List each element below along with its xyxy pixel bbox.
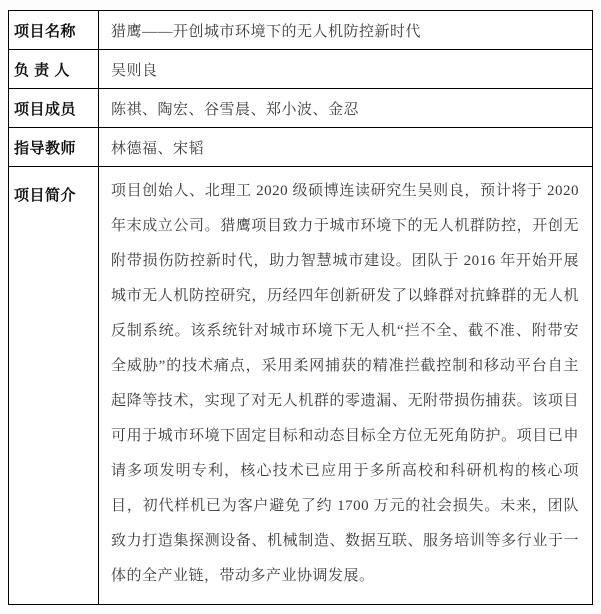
members-value: 陈祺、陶宏、谷雪晨、郑小波、金忍 [99, 89, 593, 128]
table-row-leader [9, 50, 593, 89]
leader-label: 负 责 人 [9, 50, 99, 89]
advisors-value: 林德福、宋韬 [99, 128, 593, 167]
project-intro-label: 项目简介 [9, 167, 99, 605]
table-row-project-name [9, 11, 593, 50]
members-label: 项目成员 [9, 89, 99, 128]
leader-value: 吴则良 [99, 50, 593, 89]
advisors-label: 指导教师 [9, 128, 99, 167]
table-row-advisors [9, 128, 593, 167]
project-info-table [8, 10, 593, 605]
table-row-project-intro [9, 167, 593, 605]
project-name-label: 项目名称 [9, 11, 99, 50]
table-row-members [9, 89, 593, 128]
project-intro-paragraph: 项目创始人、北理工 2020 级硕博连读研究生吴则良，预计将于 2020 年末成立公司。猎鹰项目致力于城市环境下的无人机群防控，开创无附带损伤防控新时代，助力智慧城市建设。团队于 2016 年开始开展城市无人机防控研究，历经四年创新研发了以蜂群对抗蜂群的无人机反制系统。该系统针对城市环境下无人机“拦不全、截不准、附带安全威胁”的技术痛点，采用柔网捕获的精准拦截控制和移动平台自主起降等技术，实现了对无人机群的零遗漏、无附带损伤捕获。该项目可用于城市环境下固定目标和动态目标全方位无死角防护。项目已申请多项发明专利，核心技术已应用于多所高校和科研机构的核心项目，初代样机已为客户避免了约 1700 万元的社会损失。未来，团队致力打造集探测设备、机械制造、数据互联、服务培训等多行业于一体的全产业链，带动多产业协调发展。 [99, 167, 593, 605]
project-name-value: 猎鹰——开创城市环境下的无人机防控新时代 [99, 11, 593, 50]
